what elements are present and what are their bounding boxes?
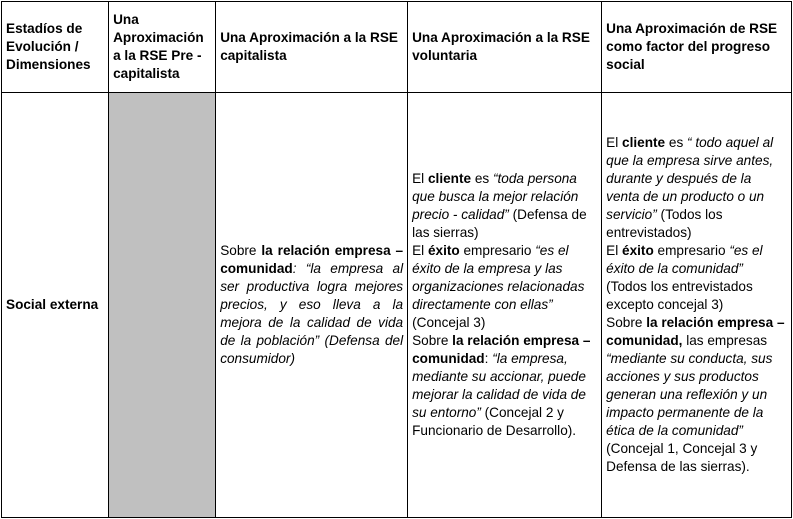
quote: “es el éxito de la comunidad”: [606, 243, 763, 276]
quote: : “la empresa al ser productiva logra mejores precios, y eso lleva a la mejora de la calidad de vida de la población” (Defensa del consumidor): [220, 261, 404, 366]
header-voluntaria: Una Aproximación a la RSE voluntaria: [408, 2, 602, 93]
quote: “toda persona que busca la mejor relación precio - calidad”: [412, 171, 579, 222]
text: Sobre: [412, 333, 453, 348]
header-progreso-social: Una Aproximación de RSE como factor del progreso social: [602, 2, 792, 93]
text: es: [471, 171, 493, 186]
text: empresario: [653, 243, 730, 258]
bold-text: la relación empresa – comunidad,: [606, 315, 785, 348]
cell-progreso-social: [602, 93, 792, 518]
text: (Concejal 1, Concejal 3 y Defensa de las sierras).: [606, 441, 758, 474]
quote: “ todo aquel al que la empresa sirve antes, durante y después de la venta de un producto o un servicio”: [606, 135, 774, 222]
text: Sobre: [220, 243, 262, 258]
text: (Defensa de las sierras): [412, 207, 587, 240]
quote: “es el éxito de la empresa y las organizaciones relacionadas directamente con ellas”: [412, 243, 585, 312]
header-precapitalista: Una Aproximación a la RSE Pre - capitalista: [109, 2, 216, 93]
text: (Concejal 2 y Funcionario de Desarrollo).: [412, 405, 577, 438]
header-dimensiones: Estadíos de Evolución / Dimensiones: [2, 2, 109, 93]
bold-text: éxito: [622, 243, 654, 258]
text: es: [665, 135, 688, 150]
text: El: [606, 243, 623, 258]
text: Sobre: [606, 315, 647, 330]
rse-table: [1, 1, 792, 518]
text: El: [412, 171, 428, 186]
cell-capitalista: [216, 93, 408, 518]
text: las empresas: [682, 333, 768, 348]
text: :: [484, 351, 493, 366]
header-row: [2, 2, 792, 93]
bold-text: cliente: [427, 171, 472, 186]
table-row: [2, 93, 792, 518]
text: El: [412, 243, 428, 258]
quote: “mediante su conducta, sus acciones y sus productos generan una reflexión y un impacto permanente de la ética de la comunidad”: [606, 351, 773, 438]
empty-gray-cell: [109, 93, 216, 518]
bold-text: la relación empresa – comunidad: [220, 243, 404, 276]
text: El: [606, 135, 623, 150]
cell-voluntaria: [408, 93, 602, 518]
text: (Concejal 3): [412, 315, 486, 330]
bold-text: éxito: [427, 243, 460, 258]
text: empresario: [459, 243, 536, 258]
bold-text: la relación empresa – comunidad: [412, 333, 591, 366]
header-capitalista: Una Aproximación a la RSE capitalista: [216, 2, 408, 93]
quote: “la empresa, mediante su accionar, puede mejorar la calidad de vida de su entorno”: [412, 351, 586, 420]
text: (Todos los entrevistados excepto concejal 3): [606, 279, 753, 312]
text: (Todos los entrevistados): [606, 207, 723, 240]
row-label-social-externa: Social externa: [2, 93, 109, 518]
bold-text: cliente: [622, 135, 666, 150]
